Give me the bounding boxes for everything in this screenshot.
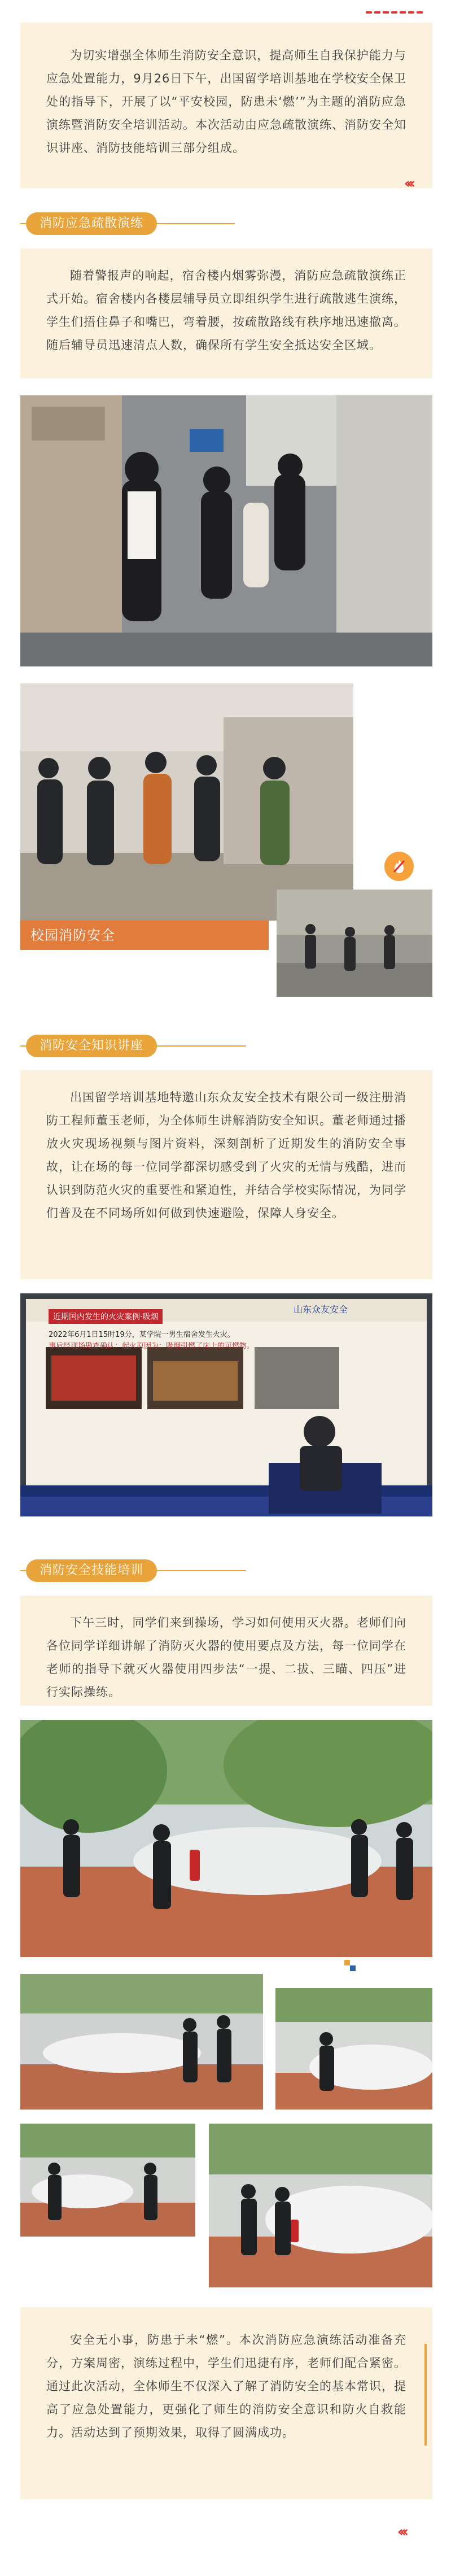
extinguisher-drill-photo-4 — [209, 2124, 432, 2287]
top-dashes-decoration — [366, 11, 423, 14]
evacuation-stairwell-photo — [20, 395, 432, 666]
lecture-photo — [20, 1293, 432, 1516]
slide-line-2: 事后经现场勘查确认：起火原因为：吸烟引燃了床上的可燃物。 — [49, 1342, 255, 1350]
section-1-title: 消防应急疏散演练 — [26, 212, 157, 235]
section-2-title: 消防安全知识讲座 — [26, 1035, 157, 1057]
closing-right-bar — [424, 2344, 427, 2446]
extinguisher-drill-photo-3 — [20, 2124, 195, 2237]
slide-brand: 山东众友安全 — [294, 1304, 348, 1315]
section-3-paragraph: 下午三时，同学们来到操场，学习如何使用灭火器。老师们向各位同学详细讲解了消防灭火器的使用要点及方法，每一位同学在老师的指导下就灭火器使用四步法“一提、二拔、三瞄、四压”进行实际操练。 — [20, 1596, 432, 1706]
closing-paragraph: 安全无小事，防患于未“燃”。本次消防应急演练活动准备充分，方案周密，演练过程中，学生们迅捷有序，老师们配合紧密。通过此次活动，全体师生不仅深入了解了消防安全的基本常识，提高了应急处置能力，更强化了师生的消防安全意识和防火自救能力。活动达到了预期效果，取得了圆满成功。 — [20, 2307, 432, 2499]
evacuation-corridor-photo — [20, 683, 353, 921]
square-decoration — [350, 1965, 356, 1971]
slide-line-1: 2022年6月1日15时19分，某学院一男生宿舍发生火灾。 — [49, 1331, 235, 1339]
section-3-title: 消防安全技能培训 — [26, 1559, 157, 1582]
chevrons-icon: ‹‹‹ — [397, 2523, 406, 2540]
chevrons-icon: ‹‹‹ — [404, 175, 413, 192]
section-2-paragraph: 出国留学培训基地特邀山东众友安全技术有限公司一级注册消防工程师董玉老师，为全体师生讲解消防安全知识。董老师通过播放火灾现场视频与图片资料，深刻剖析了近期发生的消防安全事故，让在场的每一位同学都深切感受到了火灾的无情与残酷，进而认识到防范火灾的重要性和紧迫性，并结合学校实际情况，为同学们普及在不同场所如何做到快速避险，保障人身安全。 — [20, 1070, 432, 1279]
extinguisher-drill-photo-1 — [20, 1974, 263, 2109]
intro-paragraph: 为切实增强全体师生消防安全意识，提高师生自我保护能力与应急处置能力，9月26日下午，出国留学培训基地在学校安全保卫处的指导下，开展了以“平安校园，防患未‘燃’”为主题的消防应急演练暨消防安全培训活动。本次活动由应急疏散演练、消防安全知识讲座、消防技能培训三部分组成。 — [20, 23, 432, 188]
extinguisher-drill-photo-2 — [275, 1988, 432, 2109]
extinguisher-training-photo — [20, 1720, 432, 1957]
fire-icon — [384, 852, 414, 881]
square-decoration — [344, 1960, 350, 1965]
campus-caption: 校园消防安全 — [20, 921, 269, 950]
section-1-paragraph: 随着警报声的响起，宿舍楼内烟雾弥漫，消防应急疏散演练正式开始。宿舍楼内各楼层辅导员立即组织学生进行疏散逃生演练，学生们捂住鼻子和嘴巴，弯着腰，按疏散路线有秩序地迅速撤离。随后辅导员迅速清点人数，确保所有学生安全抵达安全区域。 — [20, 249, 432, 378]
slide-title: 近期国内发生的火灾案例·吸烟 — [49, 1309, 163, 1324]
outdoor-evacuation-photo — [277, 890, 432, 997]
